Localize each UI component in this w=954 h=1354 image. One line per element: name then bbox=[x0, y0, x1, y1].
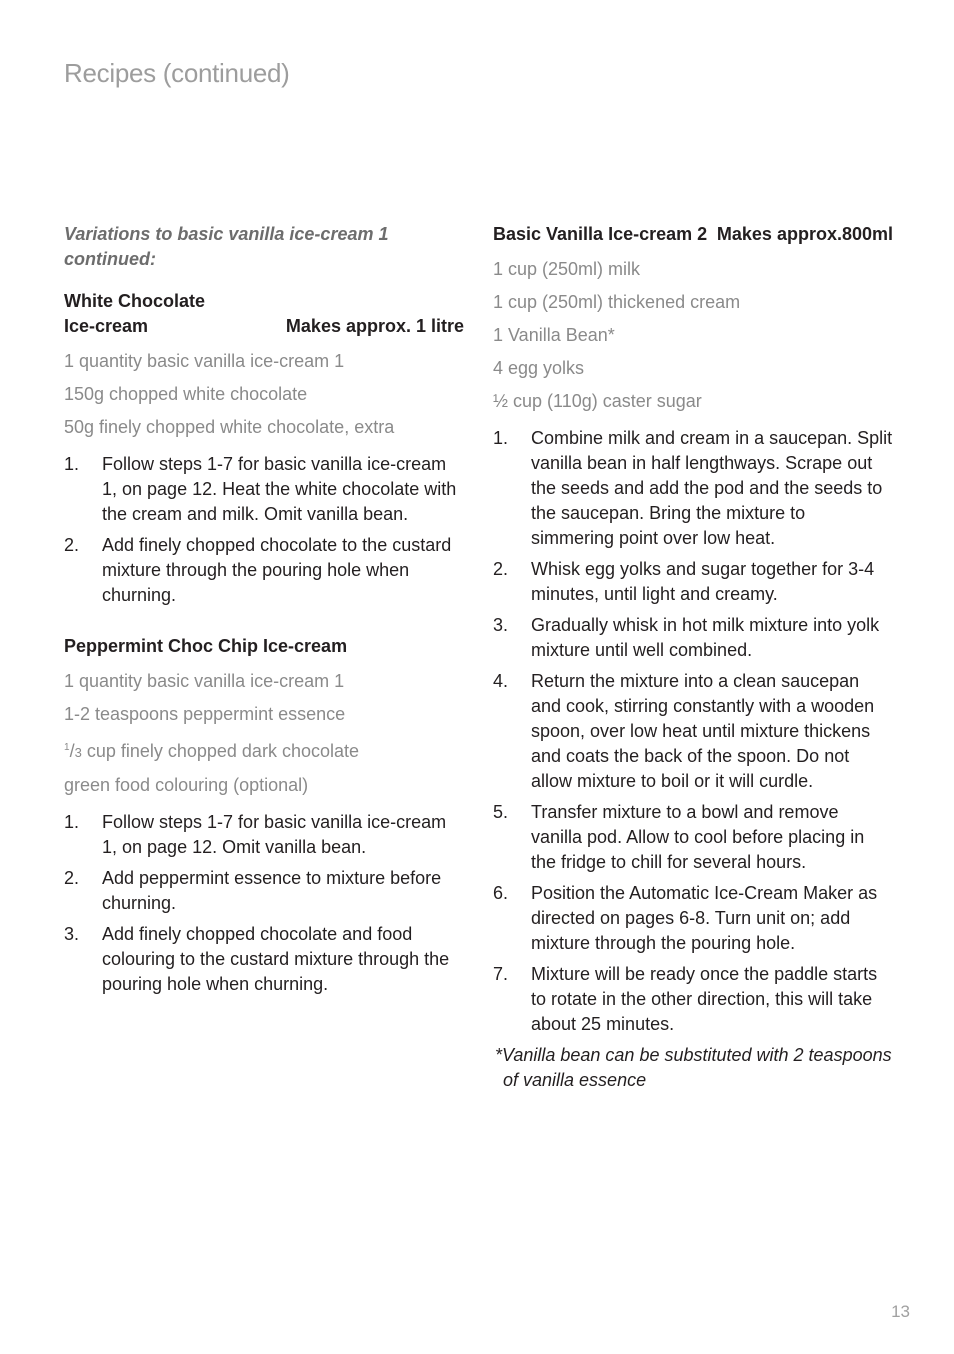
step-item bbox=[493, 800, 893, 875]
right-column bbox=[493, 222, 893, 1093]
ingredient-item: ½ cup (110g) caster sugar bbox=[493, 391, 702, 411]
step-number: 5. bbox=[493, 802, 509, 822]
ingredient-item: green food colouring (optional) bbox=[64, 775, 309, 795]
white-chocolate-ingredients bbox=[64, 349, 464, 440]
ingredient-item: 1-2 teaspoons peppermint essence bbox=[64, 704, 346, 724]
page-title: Recipes (continued) bbox=[64, 58, 290, 88]
peppermint-heading: Peppermint Choc Chip Ice-cream bbox=[64, 636, 348, 656]
basic-vanilla-2-yield: Makes approx.800ml bbox=[716, 224, 893, 244]
vanilla-bean-note: *Vanilla bean can be substituted with 2 teaspoons of vanilla essence bbox=[495, 1045, 892, 1090]
step-number: 3. bbox=[493, 615, 509, 635]
step-item bbox=[493, 426, 893, 551]
basic-vanilla-2-title: Basic Vanilla Ice-cream 2 bbox=[493, 224, 708, 244]
peppermint-ingredients bbox=[64, 669, 464, 798]
white-chocolate-yield: Makes approx. 1 litre bbox=[285, 316, 464, 336]
step-number: 1. bbox=[493, 428, 509, 448]
step-text: Combine milk and cream in a saucepan. Split vanilla bean in half lengthways. Scrape out the seeds and add the pod and the seeds to the saucepan. Bring the mixture to simmering point over low heat. bbox=[531, 428, 893, 548]
step-item bbox=[493, 557, 893, 607]
ingredient-item: 1 quantity basic vanilla ice-cream 1 bbox=[64, 671, 345, 691]
peppermint-steps bbox=[64, 810, 464, 997]
fraction-denominator: 3 bbox=[74, 745, 82, 760]
page-number: 13 bbox=[891, 1302, 910, 1321]
step-text: Transfer mixture to a bowl and remove vanilla pod. Allow to cool before placing in the fridge to chill for several hours. bbox=[531, 802, 865, 872]
step-item bbox=[493, 881, 893, 956]
step-text: Gradually whisk in hot milk mixture into yolk mixture until well combined. bbox=[531, 615, 880, 660]
white-chocolate-heading bbox=[64, 289, 464, 339]
step-item bbox=[64, 533, 464, 608]
step-text: Position the Automatic Ice-Cream Maker as directed on pages 6-8. Turn unit on; add mixture through the pouring hole. bbox=[531, 883, 878, 953]
step-number: 7. bbox=[493, 964, 509, 984]
step-number: 2. bbox=[64, 535, 80, 555]
step-text: Add peppermint essence to mixture before churning. bbox=[102, 868, 442, 913]
step-text: Add finely chopped chocolate to the custard mixture through the pouring hole when churning. bbox=[102, 535, 452, 605]
ingredient-item: 1 Vanilla Bean* bbox=[493, 325, 615, 345]
step-text: Follow steps 1-7 for basic vanilla ice-cream 1, on page 12. Omit vanilla bean. bbox=[102, 812, 447, 857]
basic-vanilla-2-steps bbox=[493, 426, 893, 1037]
step-item bbox=[64, 922, 464, 997]
ingredient-item: 50g finely chopped white chocolate, extra bbox=[64, 417, 395, 437]
step-number: 6. bbox=[493, 883, 509, 903]
ingredient-item: 1 quantity basic vanilla ice-cream 1 bbox=[64, 351, 345, 371]
white-chocolate-steps bbox=[64, 452, 464, 608]
step-number: 3. bbox=[64, 924, 80, 944]
ingredient-item: 1 cup (250ml) milk bbox=[493, 259, 641, 279]
step-item bbox=[493, 613, 893, 663]
variations-intro: Variations to basic vanilla ice-cream 1 continued: bbox=[64, 224, 389, 269]
step-number: 2. bbox=[493, 559, 509, 579]
step-number: 1. bbox=[64, 812, 80, 832]
step-item bbox=[64, 866, 464, 916]
white-chocolate-title-row bbox=[64, 314, 464, 339]
white-chocolate-title-line2: Ice-cream bbox=[64, 316, 149, 336]
step-item bbox=[64, 810, 464, 860]
step-number: 2. bbox=[64, 868, 80, 888]
step-item bbox=[64, 452, 464, 527]
step-text: Whisk egg yolks and sugar together for 3-4 minutes, until light and creamy. bbox=[531, 559, 875, 604]
step-item bbox=[493, 669, 893, 794]
ingredient-item: 4 egg yolks bbox=[493, 358, 585, 378]
white-chocolate-title-line1: White Chocolate bbox=[64, 291, 206, 311]
step-number: 4. bbox=[493, 671, 509, 691]
step-text: Mixture will be ready once the paddle starts to rotate in the other direction, this will take about 25 minutes. bbox=[531, 964, 878, 1034]
step-item bbox=[493, 962, 893, 1037]
ingredient-item: 1 cup (250ml) thickened cream bbox=[493, 292, 741, 312]
fraction-ingredient-text: cup finely chopped dark chocolate bbox=[81, 741, 359, 761]
basic-vanilla-2-heading bbox=[493, 222, 893, 247]
ingredient-item-fraction: $^1$/3 cup finely chopped dark chocolate bbox=[64, 741, 359, 761]
basic-vanilla-2-ingredients bbox=[493, 257, 893, 414]
step-text: Return the mixture into a clean saucepan and cook, stirring constantly with a wooden spoon, over low heat until mixture thickens and coats the back of the spoon. Do not allow mixture to boil or it will curdle. bbox=[531, 671, 875, 791]
step-number: 1. bbox=[64, 454, 80, 474]
step-text: Follow steps 1-7 for basic vanilla ice-cream 1, on page 12. Heat the white chocolate with the cream and milk. Omit vanilla bean. bbox=[102, 454, 457, 524]
ingredient-item: 150g chopped white chocolate bbox=[64, 384, 308, 404]
step-text: Add finely chopped chocolate and food colouring to the custard mixture through the pouring hole when churning. bbox=[102, 924, 450, 994]
left-column bbox=[64, 222, 464, 1023]
fraction-numerator: 1 bbox=[64, 742, 70, 753]
